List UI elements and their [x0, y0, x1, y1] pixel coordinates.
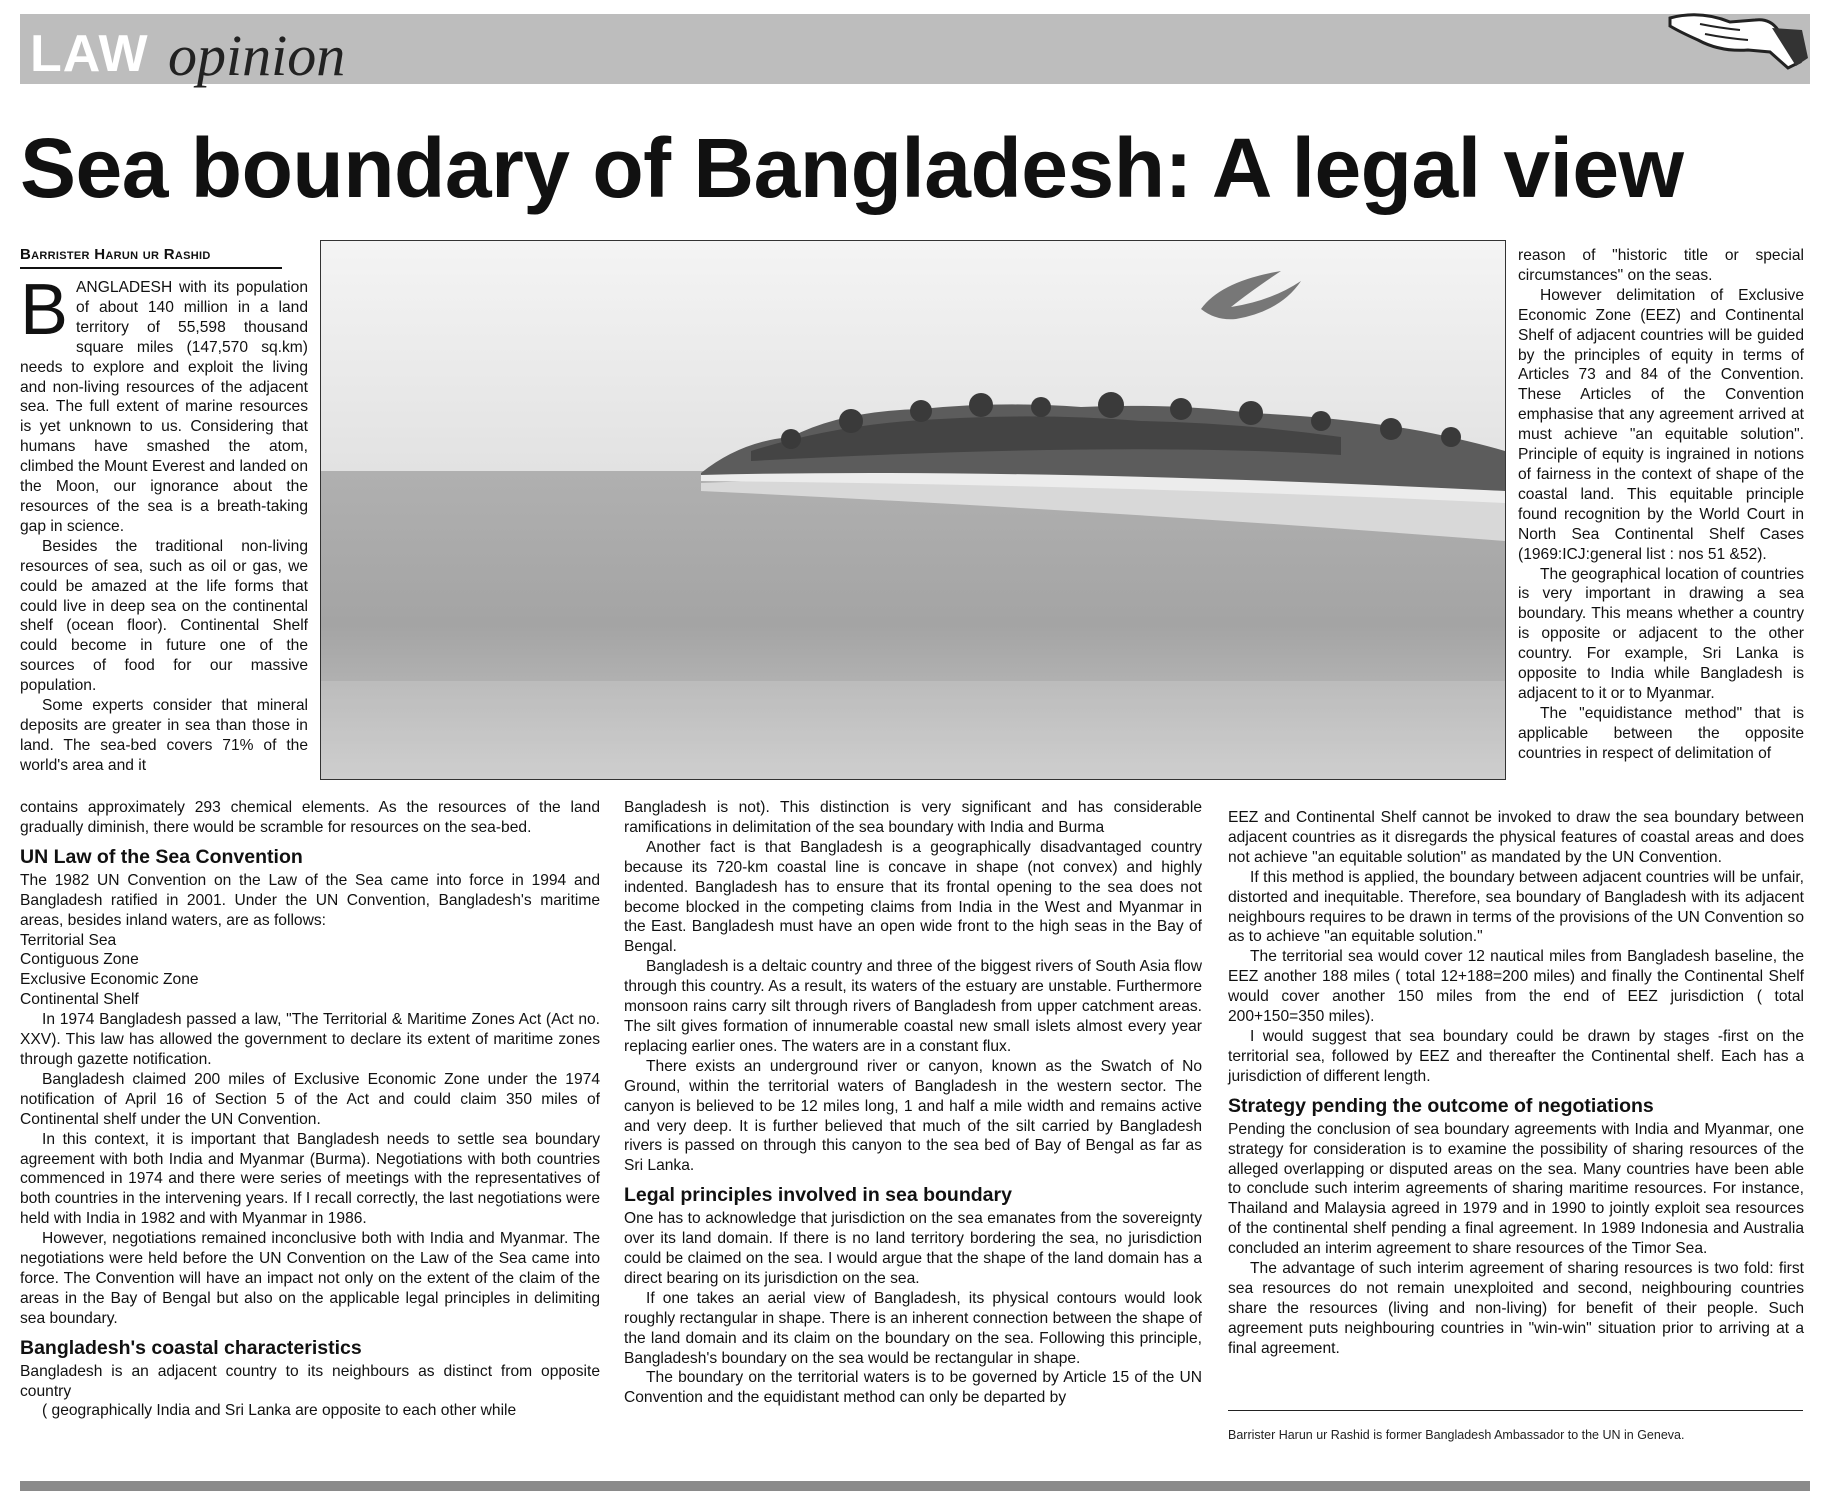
column-1-top — [20, 270, 308, 776]
paragraph: However delimitation of Exclusive Economic Zone (EEZ) and Continental Shelf of adjacent countries will be guided by the principles of equity in terms of Articles 73 and 84 of the Convention. These Articles of the Convention emphasise that any agreement arrived at must achieve "an equitable solution". Principle of equity is ingrained in notions of fairness in the context of shape of the coastal land. This equitable principle found recognition by the World Court in North Sea Continental Shelf Cases (1969:ICJ:general list : nos 51 &52). — [1518, 286, 1804, 563]
subheading-strategy: Strategy pending the outcome of negotiations — [1228, 1094, 1654, 1117]
paragraph: Bangladesh claimed 200 miles of Exclusive Economic Zone under the 1974 notification of April 16 of Section 5 of the Act and could claim 350 miles of Continental shelf under the UN Convention. — [20, 1070, 600, 1128]
paragraph: If this method is applied, the boundary between adjacent countries will be unfair, distorted and inequitable. Therefore, sea boundary of Bangladesh with its adjacent neighbours requires to be drawn in terms of the provisions of the UN Convention so as to achieve "an equitable solution." — [1228, 868, 1804, 946]
paragraph: EEZ and Continental Shelf cannot be invoked to draw the sea boundary between adjacent countries as it disregards the physical features of coastal areas and does not achieve "an equitable solution" as mandated by the UN Convention. — [1228, 809, 1804, 866]
paragraph: reason of "historic title or special circumstances" on the seas. — [1518, 247, 1804, 284]
paragraph: I would suggest that sea boundary could be drawn by stages -first on the territorial sea, followed by EEZ and thereafter the Continental shelf. Each has a jurisdiction of different length. — [1228, 1027, 1804, 1085]
dropcap: B — [20, 270, 69, 350]
paragraph: The 1982 UN Convention on the Law of the Sea came into force in 1994 and Bangladesh ratified in 2001. Under the UN Convention, Bangladesh's maritime areas, besides inland waters, are as follows: — [20, 871, 600, 929]
paragraph: Bangladesh is an adjacent country to its neighbours as distinct from opposite country — [20, 1362, 600, 1400]
intro-paragraph: ANGLADESH with its population of about 140 million in a land territory of 55,598 thousand square miles (147,570 sq.km) needs to explore and exploit the living and non-living resources of the adjacent sea. The full extent of marine resources is yet unknown to us. Considering that humans have smashed the atom, climbed the Mount Everest and landed on the Moon, our ignorance about the resources of the sea is a breath-taking gap in science. — [20, 279, 308, 535]
zone-list-item: Exclusive Economic Zone — [20, 971, 199, 989]
paragraph: The advantage of such interim agreement of sharing resources is two fold: first sea resources do not remain unexploited and second, neighbouring countries share the resources (living and non-living) for benefit of their people. Such agreement puts neighbouring countries in "win-win" situation prior to arriving at a final agreement. — [1228, 1260, 1804, 1357]
subheading-un-law: UN Law of the Sea Convention — [20, 845, 303, 868]
paragraph: Bangladesh is not). This distinction is very significant and has considerable ramifications in delimitation of the sea boundary with India and Burma — [624, 799, 1202, 836]
island-photo-graphic — [321, 241, 1505, 779]
paragraph: The boundary on the territorial waters is to be governed by Article 15 of the UN Convention and the equidistant method can only be departed by — [624, 1369, 1202, 1407]
section-banner — [20, 14, 1810, 88]
paragraph: Bangladesh is a deltaic country and three of the biggest rivers of South Asia flow through this country. As a result, its waters of the estuary are unstable. Furthermore monsoon rains carry silt through rivers of Bangladesh from upper catchment areas. The silt gives formation of innumerable coastal new small islets almost every year replacing earlier ones. The waters are in a constant flux. — [624, 958, 1202, 1055]
paragraph: contains approximately 293 chemical elements. As the resources of the land gradually diminish, there would be scramble for resources on the sea-bed. — [20, 799, 600, 836]
paragraph: ( geographically India and Sri Lanka are opposite to each other while — [42, 1402, 517, 1420]
headline: Sea boundary of Bangladesh: A legal view — [20, 121, 1684, 215]
paragraph: If one takes an aerial view of Bangladesh, its physical contours would look roughly rectangular in shape. There is an inherent connection between the shape of the land domain and its claim on the boundary on the sea. Following this principle, Bangladesh's boundary on the sea would be rectangular in shape. — [624, 1289, 1202, 1367]
subheading-coastal: Bangladesh's coastal characteristics — [20, 1336, 362, 1359]
byline-rule — [20, 267, 282, 269]
paragraph: Some experts consider that mineral deposits are greater in sea than those in land. The sea-bed covers 71% of the world's area and it — [20, 697, 308, 774]
paragraph: In this context, it is important that Bangladesh needs to settle sea boundary agreement with both India and Myanmar (Burma). Negotiations with both countries commenced in 1974 and there were series of meetings with the representatives of both countries in the intervening years. If I recall correctly, the last negotiations were held with India in 1982 and with Myanmar in 1986. — [20, 1130, 600, 1228]
paragraph: Another fact is that Bangladesh is a geographically disadvantaged country because its 720-km coastal line is concave in shape (not convex) and highly indented. Bangladesh has to ensure that its frontal opening to the sea does not become blocked in the competing claims from India in the West and Myanmar in the East. Bangladesh must have an open wide front to the high seas in the Bay of Bengal. — [624, 838, 1202, 956]
pointing-hand-icon — [1660, 0, 1810, 75]
subheading-legal: Legal principles involved in sea boundary — [624, 1184, 1012, 1207]
credit-rule — [1228, 1410, 1803, 1411]
paragraph: In 1974 Bangladesh passed a law, "The Territorial & Maritime Zones Act (Act no. XXV). This law has allowed the government to declare its extent of maritime zones through gazette notification. — [20, 1011, 600, 1068]
section-label-law: LAW — [30, 25, 149, 83]
paragraph: There exists an underground river or canyon, known as the Swatch of No Ground, within the territorial waters of Bangladesh in the western sector. The canyon is believed to be 12 miles long, 1 and half a mile width and remains active and very deep. It is further believed that much of the silt carried by Bangladesh rivers is passed on through this canyon to the sea bed of Bay of Bengal as far as Sri Lanka. — [624, 1057, 1202, 1175]
paragraph: One has to acknowledge that jurisdiction on the sea emanates from the sovereignty over its land domain. If there is no land territory bordering the sea, no jurisdiction could be claimed on the sea. I would argue that the shape of the land domain has a direct bearing on its jurisdiction on the sea. — [624, 1210, 1202, 1287]
section-label-opinion: opinion — [168, 23, 346, 88]
paragraph: Pending the conclusion of sea boundary agreements with India and Myanmar, one strategy for consideration is to examine the possibility of sharing resources of the alleged overlapping or disputed areas on the sea. Many countries have been able to conclude such interim agreements of sharing maritime resources. For instance, Thailand and Malaysia agreed in 1979 and in 1990 to jointly exploit sea resources of the continental shelf pending a final agreement. In 1989 Indonesia and Australia concluded an interim agreement to share resources of the Timor Sea. — [1228, 1120, 1804, 1258]
paragraph: The "equidistance method" that is applicable between the opposite countries in respect of delimitation of — [1518, 704, 1804, 762]
column-3 — [1228, 808, 1804, 1359]
paragraph: However, negotiations remained inconclusive both with India and Myanmar. The negotiations were held before the UN Convention on the Law of the Sea came into force. The Convention will have an impact not only on the extent of the claim of the areas in the Bay of Bengal but also on the applicable legal principles in delimiting sea boundary. — [20, 1230, 600, 1327]
paragraph: Besides the traditional non-living resources of sea, such as oil or gas, we could be amazed at the life forms that could live in deep sea on the continental shelf (ocean floor). Continental Shelf could become in future one of the sources of food for our massive population. — [20, 537, 308, 695]
zone-list-item: Territorial Sea — [20, 931, 117, 949]
column-2 — [624, 798, 1202, 1408]
column-1 — [20, 798, 600, 1421]
paragraph: The geographical location of countries is very important in drawing a sea boundary. This means whether a country is opposite or adjacent to the other country. For example, Sri Lanka is opposite to India while Bangladesh is adjacent to it or to Myanmar. — [1518, 565, 1804, 702]
paragraph: The territorial sea would cover 12 nautical miles from Bangladesh baseline, the EEZ another 188 miles ( total 12+188=200 miles) and finally the Continental Shelf would cover another 150 miles from the end of EEZ jurisdiction ( total 200+150=350 miles). — [1228, 948, 1804, 1026]
author-credit: Barrister Harun ur Rashid is former Bangladesh Ambassador to the UN in Geneva. — [1228, 1428, 1685, 1442]
footer-rule — [20, 1481, 1810, 1491]
zone-list-item: Contiguous Zone — [20, 951, 139, 969]
byline: Barrister Harun ur Rashid — [20, 246, 211, 263]
column-3-top — [1518, 246, 1804, 764]
island-photo — [320, 240, 1506, 780]
zone-list-item: Continental Shelf — [20, 991, 139, 1009]
